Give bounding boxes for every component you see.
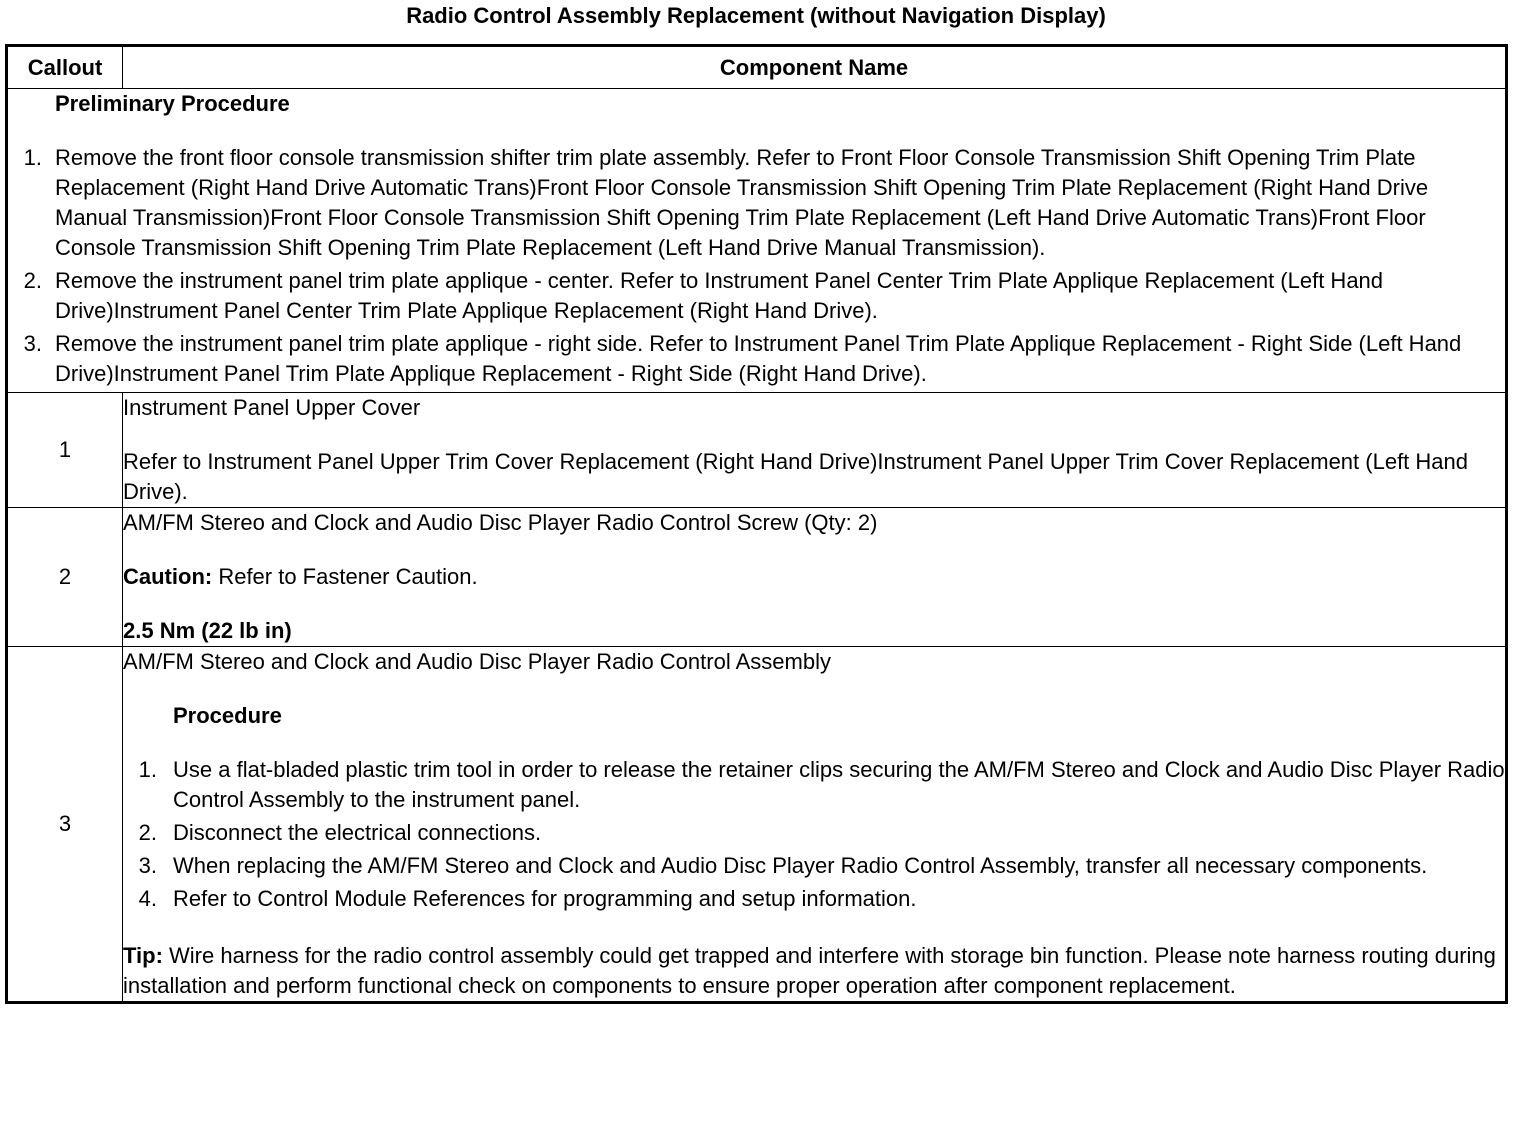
caution-note — [123, 562, 1505, 592]
list-item — [8, 143, 1505, 263]
component-cell — [123, 508, 1507, 647]
table-header-row — [7, 46, 1507, 89]
header-component-name: Component Name — [123, 46, 1507, 89]
step-number: 3. — [138, 853, 157, 878]
step-number: 2. — [23, 268, 42, 293]
caution-label: Caution: — [123, 564, 213, 589]
preliminary-cell — [7, 89, 1507, 393]
component-cell — [123, 647, 1507, 1003]
component-name: Instrument Panel Upper Cover — [123, 395, 421, 420]
tip-note — [123, 941, 1505, 1001]
callout-cell: 3 — [7, 647, 123, 1003]
callout-cell: 1 — [7, 393, 123, 508]
table-row — [7, 508, 1507, 647]
procedure-block — [123, 701, 1505, 914]
step-text: Use a flat-bladed plastic trim tool in order to release the retainer clips securing the AM/FM Stereo and Clock and Audio Disc Player Radio Control Assembly to the instrument panel. — [173, 757, 1505, 812]
component-table — [5, 44, 1508, 1004]
component-name: AM/FM Stereo and Clock and Audio Disc Player Radio Control Screw (Qty: 2) — [123, 510, 878, 535]
table-row — [7, 393, 1507, 508]
procedure-heading: Procedure — [173, 703, 282, 728]
list-item — [123, 755, 1505, 815]
tip-label: Tip: — [123, 943, 163, 968]
header-callout: Callout — [7, 46, 123, 89]
step-number: 1. — [23, 145, 42, 170]
preliminary-heading: Preliminary Procedure — [55, 91, 290, 116]
caution-text: Refer to Fastener Caution. — [212, 564, 478, 589]
table-row — [7, 647, 1507, 1003]
step-number: 4. — [138, 886, 157, 911]
preliminary-row — [7, 89, 1507, 393]
step-text: Remove the instrument panel trim plate applique - center. Refer to Instrument Panel Center Trim Plate Applique Replacement (Left Hand Drive)Instrument Panel Center Trim Plate Applique Replacement (Right Hand Drive). — [55, 268, 1384, 323]
component-cell — [123, 393, 1507, 508]
callout-cell: 2 — [7, 508, 123, 647]
list-item — [123, 851, 1505, 881]
list-item — [123, 884, 1505, 914]
page-title: Radio Control Assembly Replacement (without Navigation Display) — [406, 3, 1106, 28]
list-item — [8, 329, 1505, 389]
step-text: When replacing the AM/FM Stereo and Clock and Audio Disc Player Radio Control Assembly, transfer all necessary components. — [173, 853, 1428, 878]
component-name: AM/FM Stereo and Clock and Audio Disc Player Radio Control Assembly — [123, 649, 831, 674]
step-number: 1. — [138, 757, 157, 782]
torque-spec: 2.5 Nm (22 lb in) — [123, 618, 292, 643]
step-text: Remove the instrument panel trim plate applique - right side. Refer to Instrument Panel Trim Plate Applique Replacement - Right Side (Left Hand Drive)Instrument Panel Trim Plate Applique Replacement - Right Side (Right Hand Drive). — [55, 331, 1462, 386]
list-item — [123, 818, 1505, 848]
step-text: Disconnect the electrical connections. — [173, 820, 542, 845]
component-reference: Refer to Instrument Panel Upper Trim Cover Replacement (Right Hand Drive)Instrument Panel Upper Trim Cover Replacement (Left Hand Drive). — [123, 449, 1468, 504]
step-text: Remove the front floor console transmission shifter trim plate assembly. Refer to Front Floor Console Transmission Shift Opening Trim Plate Replacement (Right Hand Drive Automatic Trans)Front Floor Console Transmission Shift Opening Trim Plate Replacement (Right Hand Drive Manual Transmission)Front Floor Console Transmission Shift Opening Trim Plate Replacement (Left Hand Drive Automatic Trans)Front Floor Console Transmission Shift Opening Trim Plate Replacement (Left Hand Drive Manual Transmission). — [55, 145, 1429, 260]
list-item — [8, 266, 1505, 326]
step-number: 2. — [138, 820, 157, 845]
preliminary-steps — [8, 143, 1505, 389]
step-text: Refer to Control Module References for programming and setup information. — [173, 886, 917, 911]
tip-text: Wire harness for the radio control assembly could get trapped and interfere with storage bin function. Please note harness routing during installation and perform functional check on components to ensure proper operation after component replacement. — [123, 943, 1496, 998]
procedure-steps — [123, 755, 1505, 914]
step-number: 3. — [23, 331, 42, 356]
